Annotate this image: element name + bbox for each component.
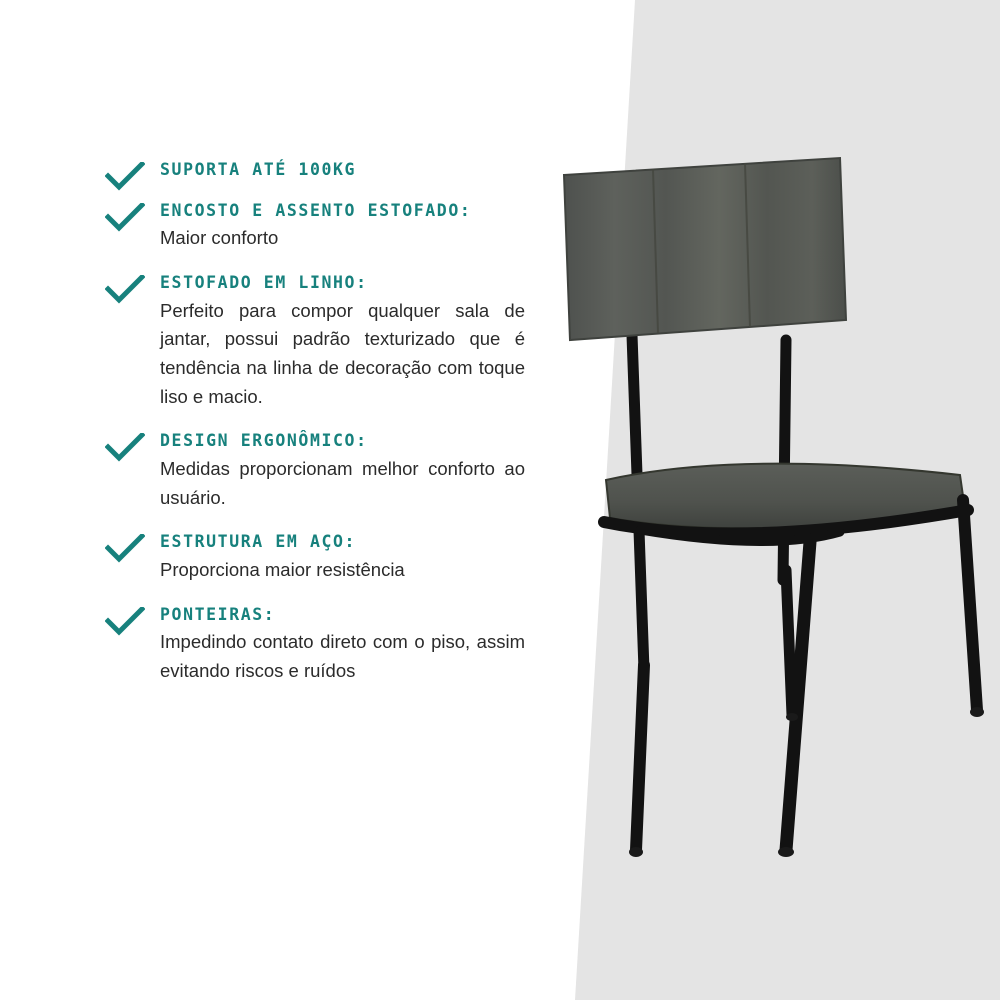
- check-icon: [105, 433, 145, 463]
- feature-item: [105, 201, 525, 253]
- feature-description: Medidas proporcionam melhor conforto ao usuário.: [160, 457, 525, 508]
- feature-title: ESTRUTURA EM AÇO:: [160, 532, 357, 552]
- feature-item: [105, 532, 525, 584]
- feature-description: Proporciona maior resistência: [160, 558, 405, 580]
- check-icon: [105, 275, 145, 305]
- feature-item: [105, 273, 525, 411]
- product-image: [540, 150, 1000, 890]
- feature-item: [105, 431, 525, 512]
- feature-item: [105, 160, 525, 181]
- feature-title: DESIGN ERGONÔMICO:: [160, 431, 368, 451]
- feature-title: PONTEIRAS:: [160, 604, 276, 624]
- feature-list: [105, 160, 525, 705]
- feature-item: [105, 605, 525, 686]
- check-icon: [105, 534, 145, 564]
- feature-title: ESTOFADO EM LINHO:: [160, 272, 368, 292]
- feature-description: Perfeito para compor qualquer sala de jantar, possui padrão texturizado que é tendência na linha de decoração com toque liso e macio.: [160, 299, 525, 407]
- feature-title: SUPORTA ATÉ 100KG: [160, 160, 357, 179]
- check-icon: [105, 607, 145, 637]
- check-icon: [105, 203, 145, 233]
- feature-title: ENCOSTO E ASSENTO ESTOFADO:: [160, 200, 472, 220]
- feature-description: Impedindo contato direto com o piso, assim evitando riscos e ruídos: [160, 631, 525, 681]
- check-icon: [105, 162, 145, 192]
- feature-description: Maior conforto: [160, 227, 279, 249]
